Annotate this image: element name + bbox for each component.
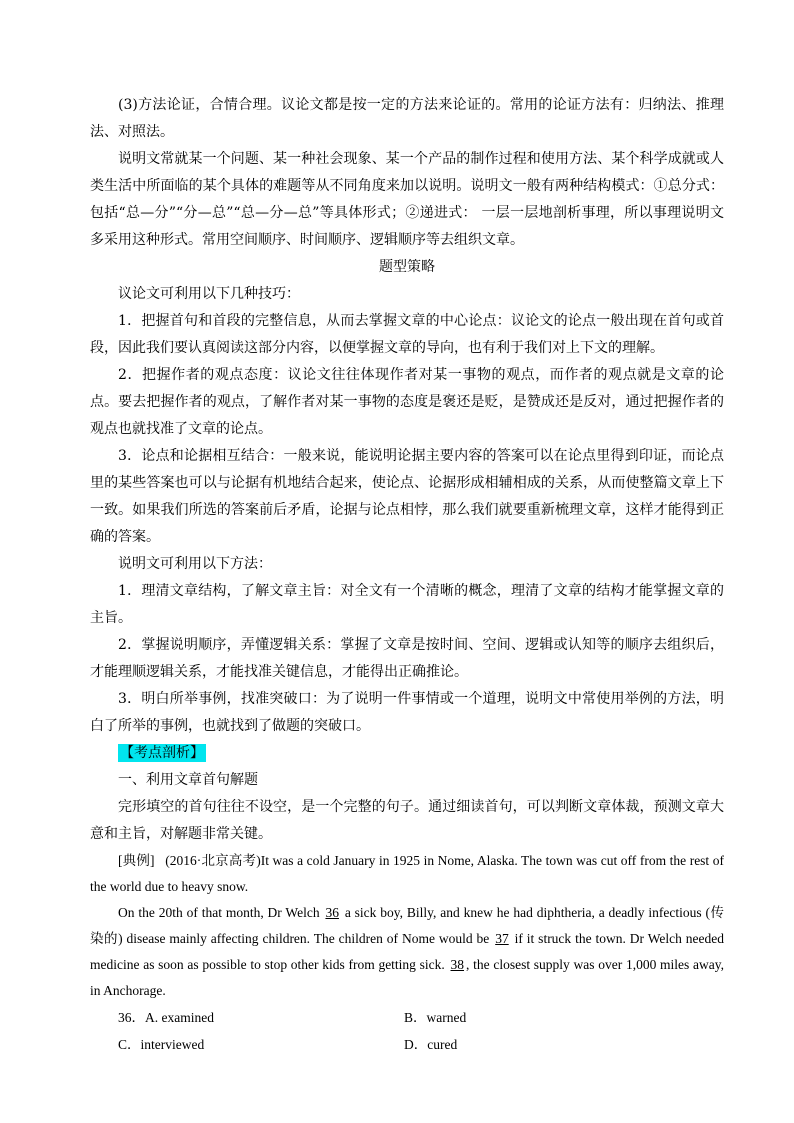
example-source: (2016·北京高考) [165,853,261,868]
paragraph-method-argument: (3)方法论证，合情合理。议论文都是按一定的方法来论证的。常用的论证方法有：归纳法、推理法、对照法。 [90,97,724,140]
example-intro [90,848,724,900]
analysis-badge-line [90,740,724,767]
option-b: B．warned [404,1010,467,1025]
blank-36: 36 [325,905,339,920]
blank-37: 37 [495,931,509,946]
passage-text: , the closest supply was over 1,000 miles away, in Anchorage. [90,957,724,998]
strategy-heading: 题型策略 [379,259,435,275]
option-d: D．cured [404,1037,458,1052]
passage-text: if it struck the town. Dr Welch needed medicine as soon as possible to stop other kids from getting sick. [90,931,725,972]
paragraph-expository-intro: 说明文常就某一个问题、某一种社会现象、某一个产品的制作过程和使用方法、某个科学成就或人类生活中所面临的某个具体的难题等从不同角度来加以说明。说明文一般有两种结构模式：①总分式：包括“总—分”“分—总”“总—分—总”等具体形式；②递进式： 一层一层地剖析事理，所以事理说明文多采用这种形式。常用空间顺序、时间顺序、逻辑顺序等去组织文章。 [90,151,724,248]
argument-item-3: 3．论点和论据相互结合：一般来说，能说明论据主要内容的答案可以在论点里得到印证，而论点里的某些答案也可以与论据有机地结合起来，使论点、论据形成相辅相成的关系，从而使整篇文章上下一致。如果我们所选的答案前后矛盾，论据与论点相悖，那么我们就要重新梳理文章，这样才能得到正确的答案。 [90,448,724,545]
expository-intro: 说明文可利用以下方法： [118,556,272,572]
example-line-1: It was a cold January in 1925 in Nome, Alaska. The town was cut off from the rest of the world due to heavy snow. [90,853,724,894]
option-c: C．interviewed [118,1037,205,1052]
option-a: 36．A. examined [118,1010,214,1025]
example-label: [典例] [118,853,155,868]
argument-item-2: 2．把握作者的观点态度：议论文往往体现作者对某一事物的观点，而作者的观点就是文章的论点。要去把握作者的观点，了解作者对某一事物的态度是褒还是贬，是赞成还是反对，通过把握作者的观点也就找准了文章的论点。 [90,367,724,437]
argument-intro: 议论文可利用以下几种技巧： [118,286,300,302]
blank-38: 38 [450,957,465,972]
expository-item-3: 3．明白所举事例，找准突破口：为了说明一件事情或一个道理，说明文中常使用举例的方法，明白了所举的事例，也就找到了做题的突破口。 [90,691,724,734]
section-text: 完形填空的首句往往不设空，是一个完整的句子。通过细读首句，可以判断文章体裁，预测文章大意和主旨，对解题非常关键。 [90,799,724,842]
expository-item-1: 1．理清文章结构，了解文章主旨：对全文有一个清晰的概念，理清了文章的结构才能掌握文章的主旨。 [90,583,724,626]
document-content [90,92,724,1058]
expository-item-2: 2．掌握说明顺序，弄懂逻辑关系：掌握了文章是按时间、空间、逻辑或认知等的顺序去组织后，才能理顺逻辑关系，才能找准关键信息，才能得出正确推论。 [90,637,724,680]
answer-options [118,1004,724,1058]
argument-item-1: 1．把握首句和首段的完整信息，从而去掌握文章的中心论点：议论文的论点一般出现在首句或首段，因此我们要认真阅读这部分内容，以便掌握文章的导向，也有利于我们对上下文的理解。 [90,313,724,356]
section-title: 一、利用文章首句解题 [118,772,258,788]
analysis-badge: 【考点剖析】 [120,745,204,761]
passage-text: On the 20th of that month, Dr Welch [118,905,324,920]
example-passage [90,900,724,1004]
passage-text: a sick boy, Billy, and knew he had diphtheria, a deadly infectious (传染的) disease mainly affecting children. The children of Nome would be [90,905,724,946]
